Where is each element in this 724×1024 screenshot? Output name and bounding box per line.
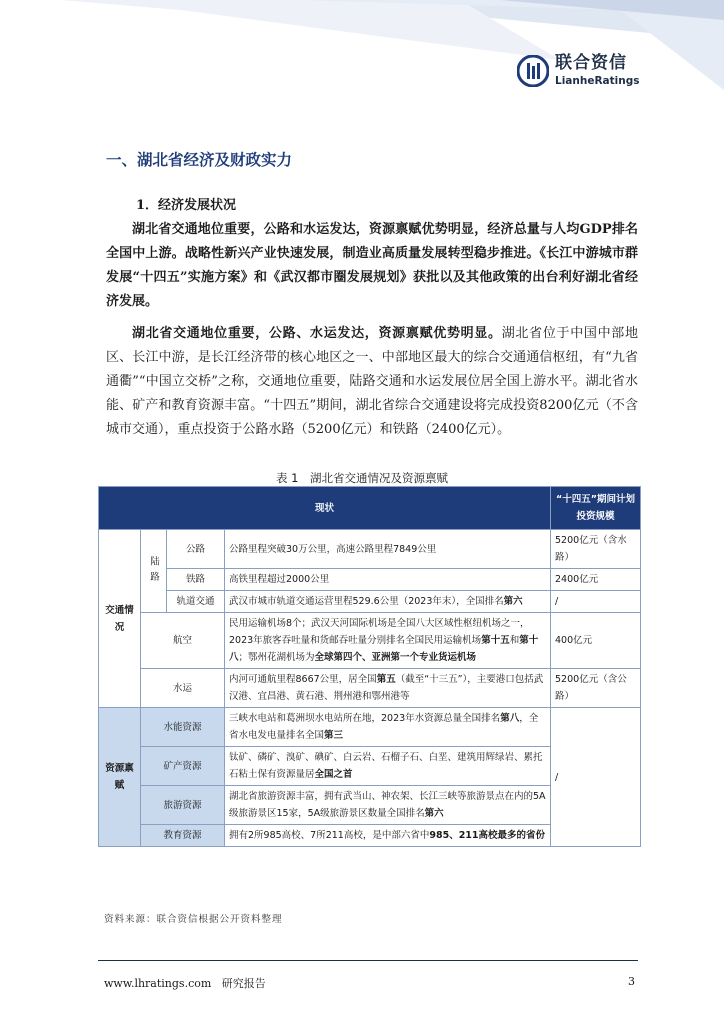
table-row	[99, 669, 641, 708]
resource-category: 资源禀赋	[99, 708, 141, 847]
water-label: 水运	[141, 669, 225, 708]
summary-bold-text: 湖北省交通地位重要，公路和水运发达，资源禀赋优势明显，经济总量与人均GDP排名全国中上游。战略性新兴产业快速发展，制造业高质量发展转型稳步推进。《长江中游城市群发展“十四五”实施方案》和《武汉都市圈发展规划》获批以及其他政策的出台利好湖北省经济发展。	[106, 222, 638, 309]
header-plan: “十四五”期间计划投资规模	[551, 487, 641, 530]
tourism-label: 旅游资源	[141, 786, 225, 825]
metro-label: 轨道交通	[167, 591, 225, 613]
page-number: 3	[628, 975, 635, 988]
hydro-content: 三峡水电站和葛洲坝水电站所在地，2023年水资源总量全国排名第八，全省水电发电量排名全国第三	[225, 708, 551, 747]
land-subcategory: 陆路	[141, 530, 167, 613]
resource-plan: /	[551, 708, 641, 847]
traffic-category: 交通情况	[99, 530, 141, 708]
air-plan: 400亿元	[551, 613, 641, 669]
footer-report-type: 研究报告	[221, 977, 266, 990]
table-caption: 表 1 湖北省交通情况及资源禀赋	[276, 471, 448, 485]
road-label: 公路	[167, 530, 225, 569]
paragraph-summary	[106, 218, 638, 314]
education-content: 拥有2所985高校、7所211高校，是中部六省中985、211高校最多的省份	[225, 825, 551, 847]
hydro-label: 水能资源	[141, 708, 225, 747]
section-heading: 一、湖北省经济及财政实力	[106, 151, 293, 169]
education-label: 教育资源	[141, 825, 225, 847]
table-row	[99, 708, 641, 747]
footer-website-link[interactable]: www.lhratings.com	[104, 977, 212, 990]
metro-plan: /	[551, 591, 641, 613]
detail-text: 湖北省位于中国中部地区、长江中游，是长江经济带的核心地区之一、中部地区最大的综合交通通信枢纽，有“九省通衢”“中国立交桥”之称，交通地位重要，陆路交通和水运发展位居全国上游水平。湖北省水能、矿产和教育资源丰富。“十四五”期间，湖北省综合交通建设将完成投资8200亿元（不含城市交通），重点投资于公路水路（5200亿元）和铁路（2400亿元）。	[106, 326, 638, 437]
air-content: 民用运输机场8个；武汉天河国际机场是全国八大区域性枢纽机场之一，2023年旅客吞吐量和货邮吞吐量分别排名全国民用运输机场第十五和第十八；鄂州花湖机场为全球第四个、亚洲第一个专业货运机场	[225, 613, 551, 669]
tourism-content: 湖北省旅游资源丰富，拥有武当山、神农架、长江三峡等旅游景点在内的5A级旅游景区15家，5A级旅游景区数量全国排名第六	[225, 786, 551, 825]
mineral-label: 矿产资源	[141, 747, 225, 786]
footer-divider	[98, 960, 638, 961]
brand-name-cn: 联合资信	[555, 53, 627, 74]
rail-label: 铁路	[167, 569, 225, 591]
mineral-content: 钛矿、磷矿、溴矿、碘矿、白云岩、石榴子石、白垩、建筑用辉绿岩、累托石粘土保有资源量居全国之首	[225, 747, 551, 786]
detail-bold-text: 湖北省交通地位重要，公路、水运发达，资源禀赋优势明显。	[132, 326, 502, 341]
water-content: 内河可通航里程8667公里，居全国第五（截至“十三五”），主要港口包括武汉港、宜昌港、黄石港、荆州港和鄂州港等	[225, 669, 551, 708]
brand-name-en: LianheRatings	[555, 75, 640, 88]
rail-content: 高铁里程超过2000公里	[225, 569, 551, 591]
rail-plan: 2400亿元	[551, 569, 641, 591]
road-content: 公路里程突破30万公里，高速公路里程7849公里	[225, 530, 551, 569]
table-source-note: 资料来源：联合资信根据公开资料整理	[104, 914, 283, 925]
table-row	[99, 613, 641, 669]
table-row	[99, 591, 641, 613]
road-plan: 5200亿元（含水路）	[551, 530, 641, 569]
metro-content: 武汉市城市轨道交通运营里程529.6公里（2023年末），全国排名第六	[225, 591, 551, 613]
brand-logo	[517, 55, 639, 87]
paragraph-detail	[106, 322, 638, 442]
header-status: 现状	[99, 487, 551, 530]
air-label: 航空	[141, 613, 225, 669]
water-plan: 5200亿元（含公路）	[551, 669, 641, 708]
traffic-resource-table	[98, 486, 641, 847]
table-row	[99, 530, 641, 569]
table-row	[99, 569, 641, 591]
lianhe-logo-icon	[517, 55, 549, 87]
subsection-heading: 1．经济发展状况	[136, 198, 237, 213]
footer-left	[104, 975, 266, 991]
